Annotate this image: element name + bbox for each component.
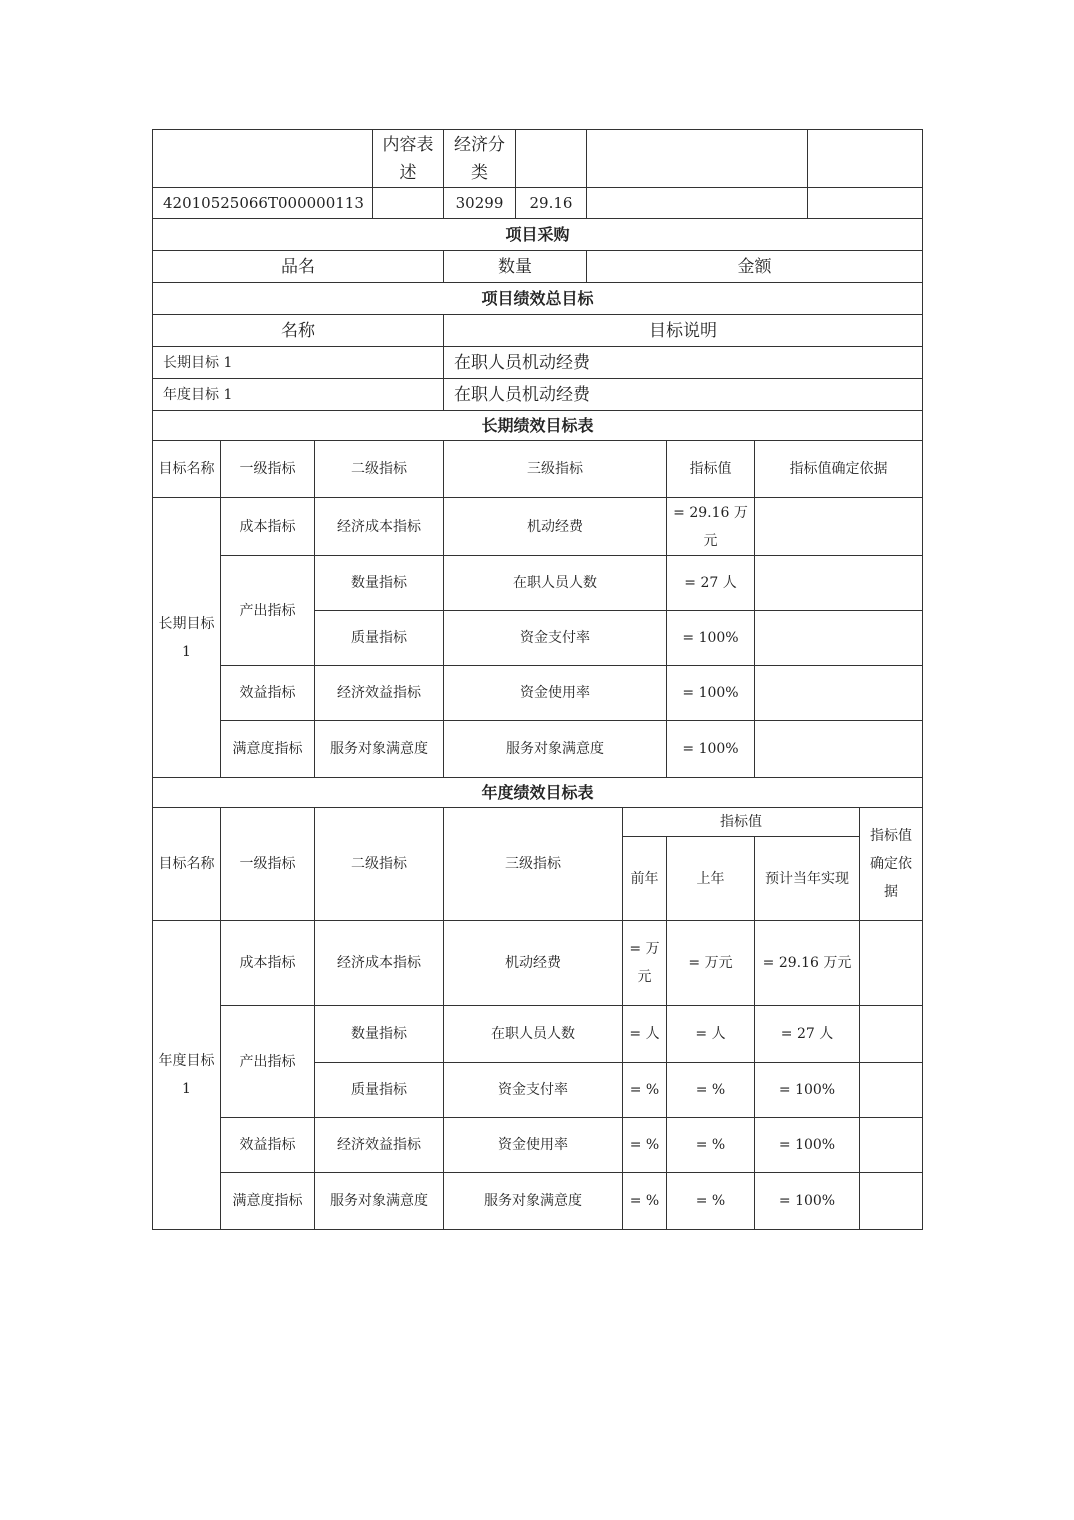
l3-indicator: 资金支付率 — [444, 1063, 623, 1118]
goal-name: 长期目标 1 — [153, 347, 444, 379]
overall-goal-table — [152, 314, 923, 441]
l2-indicator: 经济成本指标 — [315, 921, 444, 1006]
header-l1: 一级指标 — [221, 808, 315, 921]
purchase-table — [152, 218, 923, 315]
value-last-year: = % — [667, 1118, 755, 1173]
l1-indicator: 满意度指标 — [221, 721, 315, 778]
annual-title: 年度绩效目标表 — [153, 778, 923, 808]
l2-indicator: 质量指标 — [315, 1063, 444, 1118]
value-current-year: = 100% — [755, 1173, 860, 1230]
value-year-before-last: = % — [623, 1063, 667, 1118]
l1-indicator: 成本指标 — [221, 921, 315, 1006]
col-quantity: 数量 — [444, 251, 587, 283]
col-desc: 目标说明 — [444, 315, 923, 347]
amount: 29.16 — [516, 188, 587, 219]
l1-indicator: 效益指标 — [221, 1118, 315, 1173]
header-value: 指标值 — [667, 441, 755, 498]
indicator-value: = 100% — [667, 666, 755, 721]
value-year-before-last: = % — [623, 1173, 667, 1230]
col-amount: 金额 — [587, 251, 923, 283]
l3-indicator: 资金使用率 — [444, 1118, 623, 1173]
l2-indicator: 质量指标 — [315, 611, 444, 666]
l3-indicator: 机动经费 — [444, 921, 623, 1006]
l3-indicator: 在职人员人数 — [444, 556, 667, 611]
value-last-year: = % — [667, 1063, 755, 1118]
header-l3: 三级指标 — [444, 441, 667, 498]
longterm-table — [152, 440, 923, 808]
value-current-year: = 27 人 — [755, 1006, 860, 1063]
project-code: 42010525066T000000113 — [153, 188, 373, 219]
indicator-value: = 29.16 万元 — [667, 498, 755, 556]
l1-indicator: 效益指标 — [221, 666, 315, 721]
value-last-year: = 人 — [667, 1006, 755, 1063]
header-l3: 三级指标 — [444, 808, 623, 921]
header-last-year: 上年 — [667, 837, 755, 921]
value-last-year: = % — [667, 1173, 755, 1230]
goal-name: 年度目标 1 — [153, 921, 221, 1230]
l2-indicator: 经济成本指标 — [315, 498, 444, 556]
header-value: 指标值 — [623, 808, 860, 837]
l2-indicator: 经济效益指标 — [315, 1118, 444, 1173]
l1-indicator: 产出指标 — [221, 1006, 315, 1118]
l3-indicator: 在职人员人数 — [444, 1006, 623, 1063]
value-current-year: = 100% — [755, 1063, 860, 1118]
indicator-value: = 100% — [667, 611, 755, 666]
l3-indicator: 资金使用率 — [444, 666, 667, 721]
header-current-year: 预计当年实现 — [755, 837, 860, 921]
l2-indicator: 服务对象满意度 — [315, 1173, 444, 1230]
purchase-title: 项目采购 — [153, 219, 923, 251]
col-item-name: 品名 — [153, 251, 444, 283]
econ-code: 30299 — [444, 188, 516, 219]
fund-detail-table — [152, 129, 923, 219]
l3-indicator: 服务对象满意度 — [444, 721, 667, 778]
l2-indicator: 服务对象满意度 — [315, 721, 444, 778]
value-year-before-last: = % — [623, 1118, 667, 1173]
l3-indicator: 机动经费 — [444, 498, 667, 556]
header-l1: 一级指标 — [221, 441, 315, 498]
header-basis: 指标值确定依据 — [860, 808, 923, 921]
l1-indicator: 产出指标 — [221, 556, 315, 666]
value-last-year: = 万元 — [667, 921, 755, 1006]
l3-indicator: 服务对象满意度 — [444, 1173, 623, 1230]
annual-table — [152, 807, 923, 1230]
l1-indicator: 满意度指标 — [221, 1173, 315, 1230]
header-goal: 目标名称 — [153, 808, 221, 921]
goal-name: 年度目标 1 — [153, 379, 444, 411]
value-current-year: = 100% — [755, 1118, 860, 1173]
header-econ-class: 经济分类 — [444, 130, 516, 188]
value-year-before-last: = 万元 — [623, 921, 667, 1006]
goal-name: 长期目标 1 — [153, 498, 221, 778]
col-name: 名称 — [153, 315, 444, 347]
budget-table — [152, 130, 922, 1230]
goal-desc: 在职人员机动经费 — [444, 379, 923, 411]
goal-desc: 在职人员机动经费 — [444, 347, 923, 379]
overall-title: 项目绩效总目标 — [153, 283, 923, 315]
l3-indicator: 资金支付率 — [444, 611, 667, 666]
header-basis: 指标值确定依据 — [755, 441, 923, 498]
value-current-year: = 29.16 万元 — [755, 921, 860, 1006]
header-goal: 目标名称 — [153, 441, 221, 498]
longterm-title: 长期绩效目标表 — [153, 411, 923, 441]
l1-indicator: 成本指标 — [221, 498, 315, 556]
header-l2: 二级指标 — [315, 808, 444, 921]
l2-indicator: 数量指标 — [315, 556, 444, 611]
header-content: 内容表述 — [373, 130, 444, 188]
indicator-value: = 27 人 — [667, 556, 755, 611]
header-year-before-last: 前年 — [623, 837, 667, 921]
l2-indicator: 数量指标 — [315, 1006, 444, 1063]
header-l2: 二级指标 — [315, 441, 444, 498]
l2-indicator: 经济效益指标 — [315, 666, 444, 721]
indicator-value: = 100% — [667, 721, 755, 778]
value-year-before-last: = 人 — [623, 1006, 667, 1063]
